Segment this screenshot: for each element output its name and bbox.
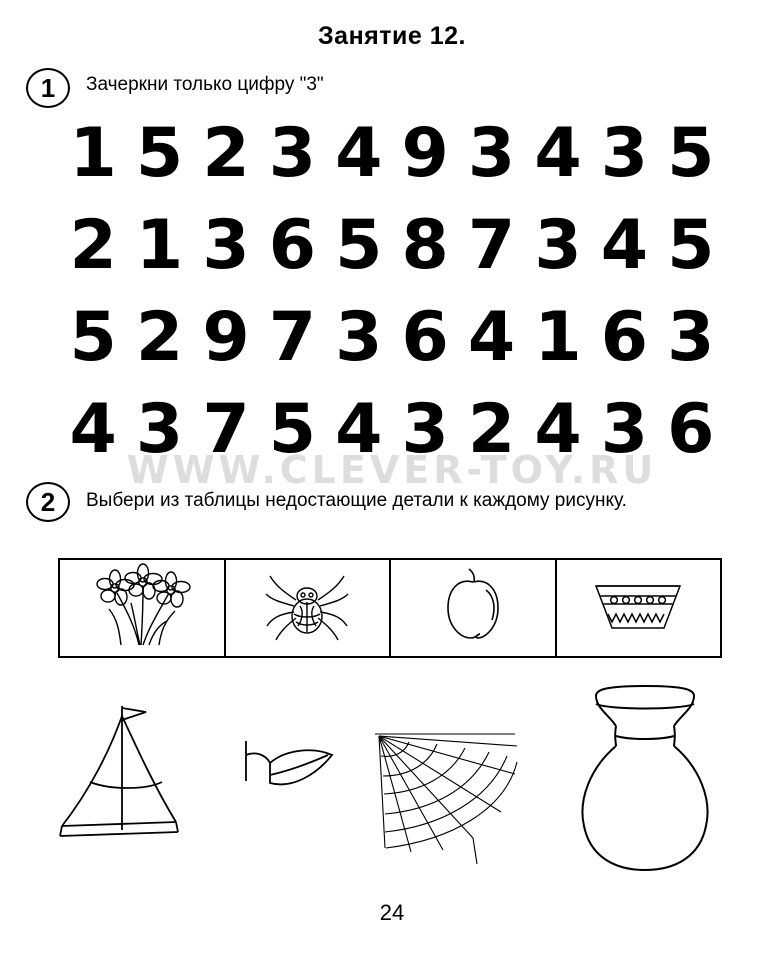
number-cell[interactable]: 3: [135, 390, 184, 469]
number-cell[interactable]: 5: [667, 206, 715, 285]
number-cell[interactable]: 5: [667, 114, 715, 193]
number-cell[interactable]: 2: [202, 114, 250, 193]
tent-flag-icon[interactable]: [50, 690, 210, 865]
number-cell[interactable]: 6: [600, 298, 649, 377]
number-cell[interactable]: 9: [401, 114, 449, 193]
number-cell[interactable]: 3: [335, 298, 383, 377]
task-1-instruction: Зачеркни только цифру "3": [86, 74, 324, 95]
table-cell-narcissus[interactable]: [60, 560, 226, 656]
number-cell[interactable]: 4: [534, 390, 582, 469]
number-cell[interactable]: 4: [467, 298, 516, 377]
number-cell[interactable]: 2: [467, 390, 516, 469]
number-cell[interactable]: 4: [600, 206, 649, 285]
number-cell[interactable]: 2: [69, 206, 117, 285]
number-cell[interactable]: 4: [335, 390, 383, 469]
number-cell[interactable]: 9: [202, 298, 250, 377]
number-cell[interactable]: 3: [401, 390, 449, 469]
number-cell[interactable]: 5: [135, 114, 184, 193]
number-cell[interactable]: 6: [401, 298, 449, 377]
number-cell[interactable]: 3: [600, 114, 649, 193]
watermark: WWW.CLEVER-TOY.RU: [126, 448, 658, 492]
number-cell[interactable]: 7: [202, 390, 250, 469]
vase-icon[interactable]: [560, 680, 730, 885]
number-cell[interactable]: 4: [335, 114, 383, 193]
table-cell-apple[interactable]: [391, 560, 557, 656]
number-cell[interactable]: 7: [268, 298, 317, 377]
number-cell[interactable]: 3: [202, 206, 250, 285]
table-cell-spider[interactable]: [226, 560, 392, 656]
number-cell[interactable]: 4: [69, 390, 117, 469]
number-cell[interactable]: 5: [268, 390, 317, 469]
number-cell[interactable]: 3: [600, 390, 649, 469]
number-cell[interactable]: 3: [534, 206, 582, 285]
number-cell[interactable]: 6: [667, 390, 715, 469]
number-cell[interactable]: 5: [335, 206, 383, 285]
number-cell[interactable]: 8: [401, 206, 449, 285]
narcissus-flowers-icon: [87, 563, 197, 654]
number-cell[interactable]: 1: [69, 114, 117, 193]
table-cell-basket[interactable]: [557, 560, 721, 656]
page-number: 24: [379, 900, 405, 925]
apple-icon: [438, 566, 508, 651]
picture-table: [58, 558, 722, 658]
leaf-icon[interactable]: [240, 735, 340, 820]
number-cell[interactable]: 1: [135, 206, 184, 285]
basket-icon: [588, 574, 688, 643]
number-cell[interactable]: 3: [467, 114, 516, 193]
number-cell[interactable]: 1: [534, 298, 582, 377]
number-cell[interactable]: 7: [467, 206, 516, 285]
spider-web-icon[interactable]: [365, 728, 525, 873]
number-cell[interactable]: 5: [69, 298, 117, 377]
task-2-instruction: Выбери из таблицы недостающие детали к каждому рисунку.: [86, 490, 627, 511]
number-cell[interactable]: 6: [268, 206, 317, 285]
page-title: Занятие 12.: [318, 22, 466, 50]
number-cell[interactable]: 3: [268, 114, 317, 193]
numbers-grid: [60, 108, 724, 476]
number-cell[interactable]: 3: [667, 298, 715, 377]
number-cell[interactable]: 2: [135, 298, 184, 377]
objects-row: [40, 680, 744, 880]
number-cell[interactable]: 4: [534, 114, 582, 193]
spider-icon: [264, 566, 350, 651]
task-1-badge: 1: [26, 68, 70, 108]
task-2-badge: 2: [26, 482, 70, 522]
